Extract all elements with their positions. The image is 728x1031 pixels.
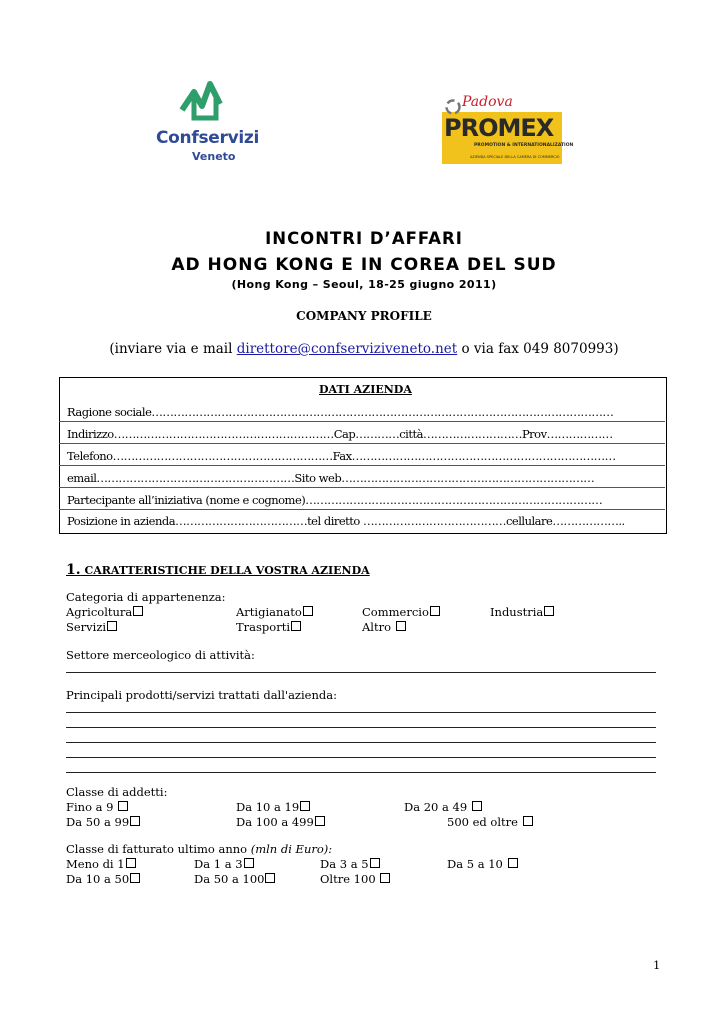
row-divider [59,443,665,444]
check-10-50[interactable]: Da 10 a 50 [66,872,140,886]
promex-tagline: PROMOTION & INTERNATIONALIZATION [474,143,574,148]
dati-azienda-heading: DATI AZIENDA [319,383,412,396]
check-1-3[interactable]: Da 1 a 3 [194,857,254,871]
checkbox-icon [430,606,440,616]
fatturato-label: Classe di fatturato ultimo anno (mln di Euro): [66,842,333,856]
send-prefix: (inviare via e mail [109,341,237,357]
check-fino-9[interactable]: Fino a 9 [66,800,128,814]
settore-label: Settore merceologico di attività: [66,648,255,662]
check-artigianato[interactable]: Artigianato [236,605,313,619]
check-oltre-100[interactable]: Oltre 100 [320,872,390,886]
field-indirizzo[interactable]: Indirizzo……………………………………………………Cap…………città………………………Prov……………… [67,427,613,441]
check-100-499[interactable]: Da 100 a 499 [236,815,325,829]
row-divider [59,487,665,488]
confservizi-region: Veneto [192,150,236,163]
check-50-99[interactable]: Da 50 a 99 [66,815,140,829]
promex-brand: PROMEX [444,114,554,142]
email-link[interactable]: direttore@confserviziveneto.net [236,341,458,357]
check-commercio[interactable]: Commercio [362,605,440,619]
check-20-49[interactable]: Da 20 a 49 [404,800,482,814]
checkbox-icon [118,801,128,811]
checkbox-icon [107,621,117,631]
field-telefono[interactable]: Telefono……………………………………………………Fax……………………………………………………………… [67,449,616,463]
row-divider [59,465,665,466]
checkbox-icon [133,606,143,616]
title-line-2: AD HONG KONG E IN COREA DEL SUD [171,255,557,275]
checkbox-icon [544,606,554,616]
settore-answer-line[interactable] [66,672,656,673]
company-profile-heading: COMPANY PROFILE [296,309,432,323]
confservizi-logo [150,70,270,170]
row-divider [59,421,665,422]
confservizi-wordmark: Confservizi [156,128,260,148]
checkbox-icon [523,816,533,826]
check-3-5[interactable]: Da 3 a 5 [320,857,380,871]
check-meno-1[interactable]: Meno di 1 [66,857,136,871]
prodotti-label: Principali prodotti/servizi trattati dall'azienda: [66,688,337,702]
field-email[interactable]: email………………………………………………Sito web…………………………………………………………… [67,471,595,485]
check-altro[interactable]: Altro [362,620,406,634]
checkbox-icon [303,606,313,616]
checkbox-icon [244,858,254,868]
checkbox-icon [370,858,380,868]
promex-logo [440,94,574,164]
send-instructions [0,341,728,357]
prodotti-answer-line[interactable] [66,772,656,773]
field-partecipante[interactable]: Partecipante all’iniziativa (nome e cognome)……………………………………………………………………… [67,493,603,507]
check-10-19[interactable]: Da 10 a 19 [236,800,310,814]
checkbox-icon [380,873,390,883]
check-industria[interactable]: Industria [490,605,554,619]
checkbox-icon [472,801,482,811]
confservizi-mark-icon [150,70,270,130]
categoria-label: Categoria di appartenenza: [66,590,226,604]
title-line-1: INCONTRI D’AFFARI [265,229,463,248]
row-divider [59,509,665,510]
section-1-heading: 1. CARATTERISTICHE DELLA VOSTRA AZIENDA [66,562,370,578]
field-posizione[interactable]: Posizione in azienda………………………………tel diretto …………………………………cellulare……………….. [67,514,625,528]
check-50-100[interactable]: Da 50 a 100 [194,872,275,886]
prodotti-answer-line[interactable] [66,712,656,713]
check-agricoltura[interactable]: Agricoltura [66,605,143,619]
prodotti-answer-line[interactable] [66,742,656,743]
prodotti-answer-line[interactable] [66,727,656,728]
checkbox-icon [315,816,325,826]
checkbox-icon [300,801,310,811]
promex-subline: AZIENDA SPECIALE DELLA CAMERA DI COMMERCIO [470,155,560,159]
check-500-oltre[interactable]: 500 ed oltre [447,815,533,829]
checkbox-icon [396,621,406,631]
field-ragione-sociale[interactable]: Ragione sociale……………………………………………………………………………………………………………… [67,405,614,419]
checkbox-icon [508,858,518,868]
checkbox-icon [130,816,140,826]
fatturato-unit: (mln di Euro): [250,842,333,856]
checkbox-icon [130,873,140,883]
checkbox-icon [265,873,275,883]
check-trasporti[interactable]: Trasporti [236,620,301,634]
event-subtitle: (Hong Kong – Seoul, 18-25 giugno 2011) [231,278,497,291]
addetti-label: Classe di addetti: [66,785,168,799]
checkbox-icon [291,621,301,631]
prodotti-answer-line[interactable] [66,757,656,758]
send-suffix: o via fax 049 8070993) [457,341,619,357]
check-5-10[interactable]: Da 5 a 10 [447,857,518,871]
page-number: 1 [653,958,661,972]
checkbox-icon [126,858,136,868]
check-servizi[interactable]: Servizi [66,620,117,634]
promex-script: Padova [462,94,513,110]
